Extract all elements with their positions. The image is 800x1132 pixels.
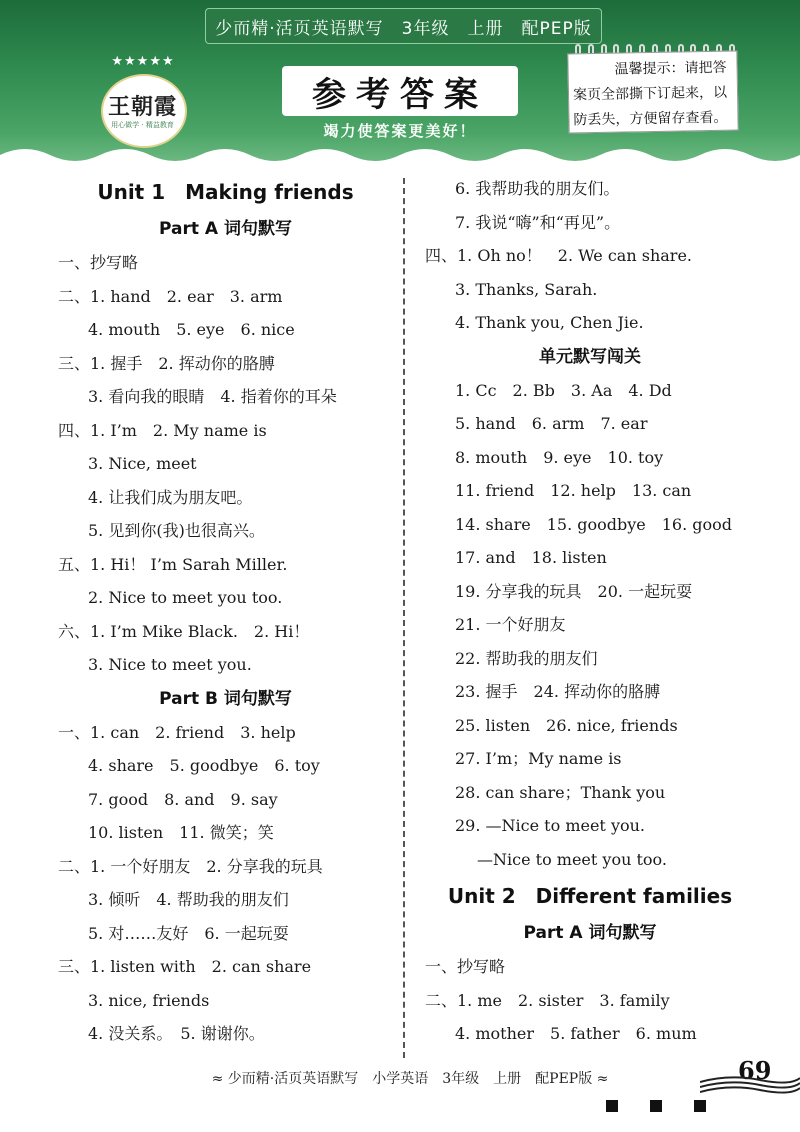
page-number: 69	[738, 1056, 772, 1085]
answer-line: 29. —Nice to meet you.	[455, 816, 645, 835]
answer-line: 二、1. hand 2. ear 3. arm	[58, 286, 283, 306]
answer-line: 1. Cc 2. Bb 3. Aa 4. Dd	[455, 380, 672, 400]
answer-line: 8. mouth 9. eye 10. toy	[455, 447, 664, 467]
answer-line: 5. hand 6. arm 7. ear	[455, 414, 648, 433]
answer-line: 3. 看向我的眼睛 4. 指着你的耳朵	[88, 387, 337, 406]
tip-line: 温馨提示：请把答	[614, 59, 727, 78]
part-heading: Part B 词句默写	[159, 688, 292, 709]
part-heading: 单元默写闯关	[539, 346, 641, 367]
answer-line: 22. 帮助我的朋友们	[455, 648, 598, 668]
answer-line: 3. Nice to meet you.	[88, 655, 252, 674]
answer-line: 一、抄写略	[58, 253, 139, 272]
footer-text: ≈ 少而精·活页英语默写 小学英语 3年级 上册 配PEP版 ≈	[211, 1071, 609, 1087]
answer-line: 4. mother 5. father 6. mum	[455, 1024, 697, 1043]
answer-line: 2. Nice to meet you too.	[88, 588, 283, 607]
slogan: 竭力使答案更美好！	[323, 122, 477, 140]
answer-line: 3. Nice, meet	[88, 454, 197, 473]
answer-line: 5. 见到你(我)也很高兴。	[88, 521, 265, 540]
answer-line: 4. 没关系。 5. 谢谢你。	[88, 1024, 265, 1043]
answer-line: 10. listen 11. 微笑；笑	[88, 823, 274, 842]
answer-line: 4. Thank you, Chen Jie.	[455, 313, 644, 332]
answer-line: 五、1. Hi！ I’m Sarah Miller.	[58, 554, 288, 574]
unit-heading: Unit 2 Different families	[447, 884, 733, 908]
answer-line: 六、1. I’m Mike Black. 2. Hi！	[58, 621, 310, 641]
answer-line: 一、1. can 2. friend 3. help	[58, 722, 296, 742]
answer-line: 三、1. listen with 2. can share	[58, 957, 312, 976]
answer-line: 三、1. 握手 2. 挥动你的胳膊	[58, 353, 275, 373]
answer-line: 二、1. me 2. sister 3. family	[425, 990, 670, 1010]
page-title: 参考答案	[312, 74, 488, 115]
series-title-bar: 少而精·活页英语默写 3年级 上册 配PEP版	[205, 8, 602, 44]
answer-line: 3. nice, friends	[88, 990, 210, 1010]
answer-line: 4. share 5. goodbye 6. toy	[88, 756, 320, 775]
answer-line: 23. 握手 24. 挥动你的胳膊	[455, 682, 661, 701]
answer-line: 3. 倾听 4. 帮助我的朋友们	[88, 890, 289, 909]
answer-line: 二、1. 一个好朋友 2. 分享我的玩具	[58, 856, 323, 876]
answer-line: 7. 我说“嗨”和“再见”。	[455, 212, 621, 232]
answer-line: 14. share 15. goodbye 16. good	[455, 514, 733, 534]
part-heading: Part A 词句默写	[159, 219, 292, 239]
answer-line: 4. 让我们成为朋友吧。	[88, 487, 253, 507]
logo-subtext: 用心做学 · 精益教育	[111, 121, 174, 129]
answer-line: 3. Thanks, Sarah.	[455, 279, 598, 299]
tip-line: 防丢失，方便留存查看。	[573, 109, 728, 129]
answer-line: 25. listen 26. nice, friends	[455, 715, 678, 735]
answer-line: 21. 一个好朋友	[455, 615, 566, 634]
answer-line: 四、1. I’m 2. My name is	[58, 420, 267, 440]
answer-line: 6. 我帮助我的朋友们。	[455, 179, 620, 198]
left-column	[58, 172, 393, 1051]
logo-text: 王朝霞	[107, 94, 177, 120]
tip-line: 案页全部撕下订起来，以	[572, 84, 728, 104]
answer-line: 11. friend 12. help 13. can	[455, 481, 692, 500]
answer-line: —Nice to meet you too.	[477, 849, 667, 869]
part-heading: Part A 词句默写	[523, 923, 657, 943]
answer-line: 4. mouth 5. eye 6. nice	[88, 320, 295, 339]
answer-line: 17. and 18. listen	[455, 548, 607, 567]
footer-squares-icon	[606, 1100, 706, 1112]
answer-line: 19. 分享我的玩具 20. 一起玩耍	[455, 581, 693, 601]
column-divider	[403, 178, 405, 1058]
answer-line: 5. 对……友好 6. 一起玩耍	[88, 923, 289, 943]
brand-logo	[95, 52, 190, 147]
answer-line: 一、抄写略	[425, 957, 506, 976]
answer-line: 四、1. Oh no！ 2. We can share.	[425, 246, 692, 265]
swoosh-icon	[700, 1074, 800, 1096]
answer-line: 27. I’m；My name is	[455, 749, 622, 768]
page-title-box	[282, 66, 518, 116]
right-column	[425, 172, 755, 1051]
tip-card	[567, 51, 738, 134]
answer-line: 28. can share；Thank you	[455, 782, 666, 802]
unit-heading: Unit 1 Making friends	[97, 180, 354, 204]
logo-stars-icon: ★★★★★	[111, 54, 175, 69]
answer-line: 7. good 8. and 9. say	[88, 789, 278, 809]
